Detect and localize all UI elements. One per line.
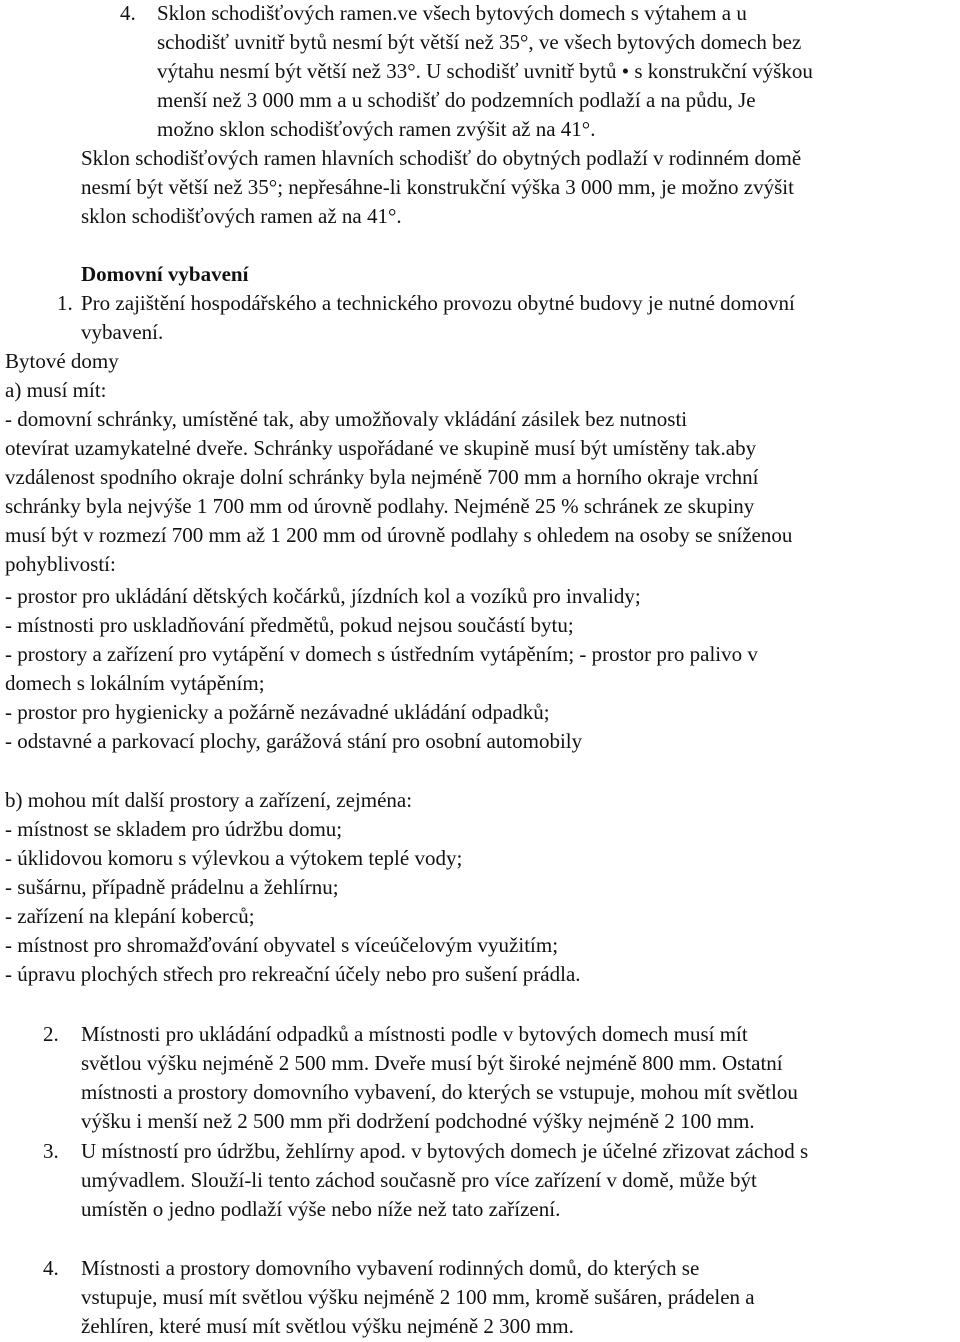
text-line: - prostor pro ukládání dětských kočárků, jízdních kol a vozíků pro invalidy;	[5, 584, 641, 608]
list-number: 4.	[120, 1, 136, 25]
text-line: místnosti a prostory domovního vybavení, do kterých se vstupuje, mohou mít světlou	[81, 1080, 798, 1104]
text-line: Pro zajištění hospodářského a technického provozu obytné budovy je nutné domovní	[81, 291, 795, 315]
text-line: Sklon schodišťových ramen.ve všech bytových domech s výtahem a u	[157, 1, 747, 25]
text-line: umístěn o jedno podlaží výše nebo níže než tato zařízení.	[81, 1197, 561, 1221]
list-number: 2.	[43, 1022, 59, 1046]
text-line: schránky byla nejvýše 1 700 mm od úrovně podlahy. Nejméně 25 % schránek ze skupiny	[5, 494, 755, 518]
text-line: vstupuje, musí mít světlou výšku nejméně 2 100 mm, kromě sušáren, prádelen a	[81, 1285, 755, 1309]
text-line: možno sklon schodišťových ramen zvýšit až na 41°.	[157, 117, 596, 141]
text-line: - zařízení na klepání koberců;	[5, 904, 255, 928]
text-line: domech s lokálním vytápěním;	[5, 671, 265, 695]
text-line: - místnosti pro uskladňování předmětů, pokud nejsou součástí bytu;	[5, 613, 574, 637]
text-line: Místnosti pro ukládání odpadků a místnosti podle v bytových domech musí mít	[81, 1022, 748, 1046]
text-line: schodišť uvnitř bytů nesmí být větší než 35°, ve všech bytových domech bez	[157, 30, 802, 54]
text-line: sklon schodišťových ramen až na 41°.	[81, 204, 402, 228]
text-line: - místnost pro shromažďování obyvatel s víceúčelovým využitím;	[5, 933, 559, 957]
text-line: výšku i menší než 2 500 mm při dodržení podchodné výšky nejméně 2 100 mm.	[81, 1109, 755, 1133]
text-line: musí být v rozmezí 700 mm až 1 200 mm od úrovně podlahy s ohledem na osoby se sníženou	[5, 523, 793, 547]
text-line: b) mohou mít další prostory a zařízení, zejména:	[5, 788, 413, 812]
text-line: světlou výšku nejméně 2 500 mm. Dveře musí být široké nejméně 800 mm. Ostatní	[81, 1051, 783, 1075]
text-line: výtahu nesmí být větší než 33°. U schodišť uvnitř bytů • s konstrukční výškou	[157, 59, 813, 83]
text-line: nesmí být větší než 35°; nepřesáhne-li konstrukční výška 3 000 mm, je možno zvýšit	[81, 175, 794, 199]
list-number: 4.	[43, 1256, 59, 1280]
text-line: Bytové domy	[5, 349, 119, 373]
text-line: umývadlem. Slouží-li tento záchod současně pro více zařízení v domě, může být	[81, 1168, 757, 1192]
text-line: - místnost se skladem pro údržbu domu;	[5, 817, 343, 841]
text-line: Místnosti a prostory domovního vybavení rodinných domů, do kterých se	[81, 1256, 700, 1280]
text-line: otevírat uzamykatelné dveře. Schránky uspořádané ve skupině musí být umístěny tak.aby	[5, 436, 757, 460]
list-number: 3.	[43, 1139, 59, 1163]
text-line: - domovní schránky, umístěné tak, aby umožňovaly vkládání zásilek bez nutnosti	[5, 407, 688, 431]
text-line: U místností pro údržbu, žehlírny apod. v bytových domech je účelné zřizovat záchod s	[81, 1139, 809, 1163]
text-line: - prostory a zařízení pro vytápění v domech s ústředním vytápěním; - prostor pro palivo v	[5, 642, 758, 666]
text-line: - úpravu plochých střech pro rekreační účely nebo pro sušení prádla.	[5, 962, 581, 986]
text-line: - prostor pro hygienicky a požárně nezávadné ukládání odpadků;	[5, 700, 550, 724]
text-line: Sklon schodišťových ramen hlavních schodišť do obytných podlaží v rodinném domě	[81, 146, 802, 170]
text-line: vzdálenost spodního okraje dolní schránky byla nejméně 700 mm a horního okraje vrchní	[5, 465, 759, 489]
text-line: menší než 3 000 mm a u schodišť do podzemních podlaží a na půdu, Je	[157, 88, 756, 112]
text-line: žehlíren, které musí mít světlou výšku nejméně 2 300 mm.	[81, 1314, 574, 1338]
section-heading: Domovní vybavení	[81, 262, 249, 286]
text-line: - odstavné a parkovací plochy, garážová stání pro osobní automobily	[5, 729, 583, 753]
text-line: a) musí mít:	[5, 378, 107, 402]
text-line: - úklidovou komoru s výlevkou a výtokem teplé vody;	[5, 846, 463, 870]
text-line: pohyblivostí:	[5, 552, 116, 576]
text-line: vybavení.	[81, 320, 164, 344]
list-number: 1.	[57, 291, 73, 315]
text-line: - sušárnu, případně prádelnu a žehlírnu;	[5, 875, 339, 899]
